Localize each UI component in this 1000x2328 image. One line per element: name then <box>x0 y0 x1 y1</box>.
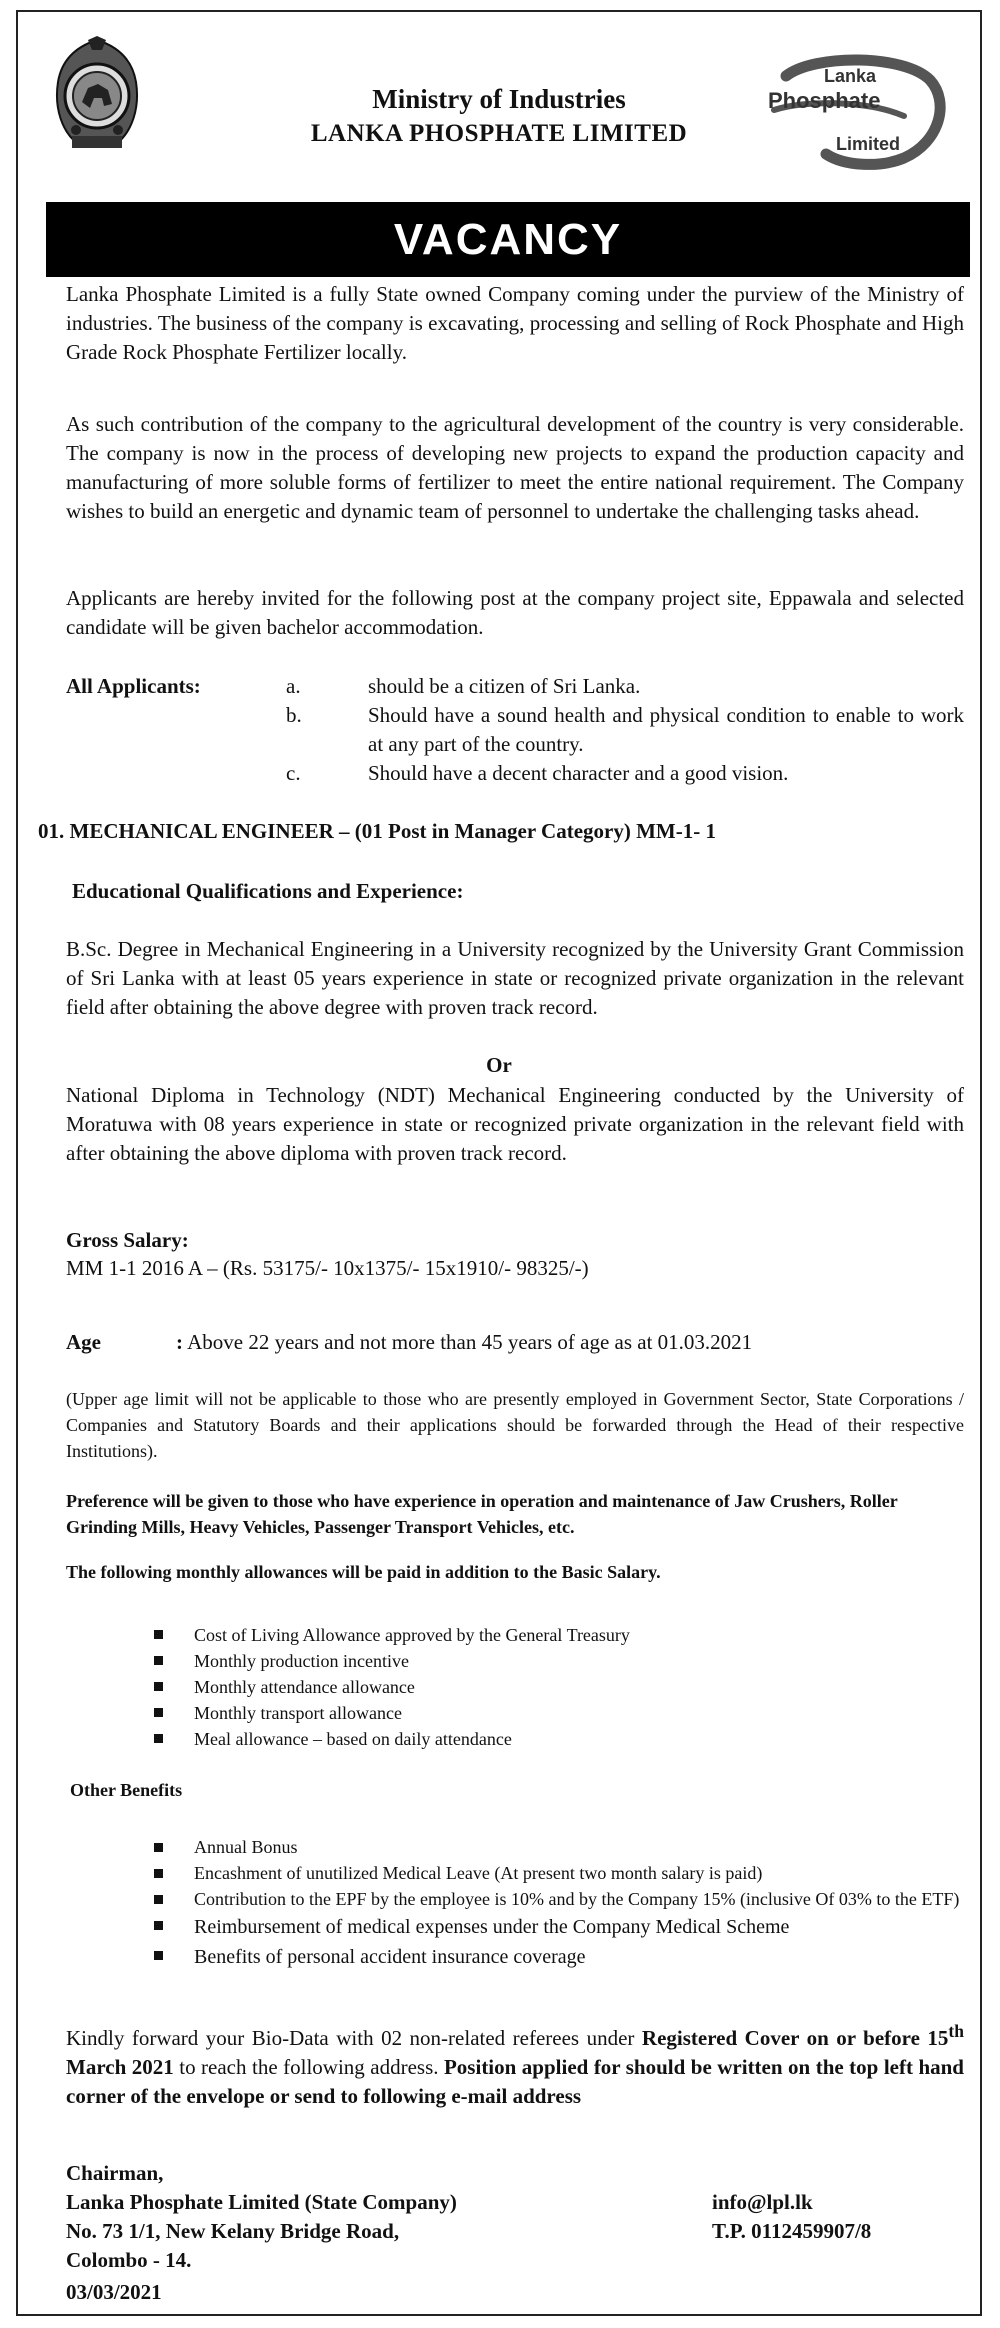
address-line: No. 73 1/1, New Kelany Bridge Road, <box>66 2219 400 2243</box>
applicant-requirements-list <box>286 672 964 788</box>
list-item <box>286 672 964 701</box>
list-item: Encashment of unutilized Medical Leave (At present two month salary is paid) <box>154 1860 964 1886</box>
list-item: Reimbursement of medical expenses under the Company Medical Scheme <box>154 1912 964 1942</box>
logo-word-phosphate: Phosphate <box>768 88 881 113</box>
lanka-phosphate-logo <box>754 54 950 172</box>
instructions-part-4: to reach the following address. <box>173 2055 444 2079</box>
company-name: LANKA PHOSPHATE LIMITED <box>310 120 688 147</box>
gross-salary-value: MM 1-1 2016 A – (Rs. 53175/- 10x1375/- 15x1910/- 98325/-) <box>66 1256 589 1280</box>
benefits-list <box>154 1834 964 1972</box>
list-item <box>286 759 964 788</box>
intro-paragraph-1: Lanka Phosphate Limited is a fully State owned Company coming under the purview of the Ministry of industries. The business of the company is excavating, processing and selling of Rock Phosphate and High Grade Rock Phosphate Fertilizer locally. <box>66 282 964 364</box>
notice-date: 03/03/2021 <box>66 2280 162 2304</box>
list-item: Cost of Living Allowance approved by the General Treasury <box>154 1622 964 1648</box>
allowances-list <box>154 1622 964 1752</box>
all-applicants-label: All Applicants: <box>66 674 201 698</box>
item-text: Should have a decent character and a good vision. <box>368 761 789 785</box>
item-letter: c. <box>286 761 301 785</box>
upper-age-note: (Upper age limit will not be applicable to those who are presently employed in Government Sector, State Corporations / Companies and Statutory Boards and their applications should be forwarded through the Head of their respective Institutions). <box>66 1389 964 1461</box>
other-benefits-heading: Other Benefits <box>70 1780 183 1800</box>
list-item: Meal allowance – based on daily attendance <box>154 1726 964 1752</box>
address-line: Colombo - 14. <box>66 2248 192 2272</box>
age-colon: : <box>176 1330 183 1354</box>
age-value: Above 22 years and not more than 45 years of age as at 01.03.2021 <box>183 1330 753 1354</box>
age-requirement <box>176 1330 752 1355</box>
list-item: Annual Bonus <box>154 1834 964 1860</box>
age-label: Age <box>66 1330 101 1354</box>
item-letter: a. <box>286 674 301 698</box>
education-heading: Educational Qualifications and Experience: <box>72 879 464 903</box>
vacancy-banner: VACANCY <box>46 202 970 277</box>
allowances-heading: The following monthly allowances will be paid in addition to the Basic Salary. <box>66 1562 661 1582</box>
list-item: Contribution to the EPF by the employee is 10% and by the Company 15% (inclusive Of 03% to the ETF) <box>154 1886 964 1912</box>
degree-qualification: B.Sc. Degree in Mechanical Engineering in a University recognized by the University Grant Commission of Sri Lanka with at least 05 years experience in state or recognized private organization in the relevant field after obtaining the above degree with proven track record. <box>66 937 964 1019</box>
logo-word-limited: Limited <box>836 134 901 154</box>
ministry-name: Ministry of Industries <box>372 84 626 114</box>
deadline-suffix: th <box>948 2021 964 2041</box>
address-line: Lanka Phosphate Limited (State Company) <box>66 2190 457 2214</box>
instructions-position-note: Position applied for should be written on the top left hand corner of the envelope or send to following e-mail address <box>66 2055 964 2108</box>
list-item <box>286 701 964 759</box>
diploma-qualification: National Diploma in Technology (NDT) Mechanical Engineering conducted by the University of Moratuwa with 08 years experience in state or recognized private organization in the relevant field with after obtaining the above diploma with proven track record. <box>66 1083 964 1165</box>
phone-number: T.P. 0112459907/8 <box>712 2219 872 2243</box>
list-item: Monthly production incentive <box>154 1648 964 1674</box>
deadline-text: Registered Cover on or before 15 <box>641 2026 949 2050</box>
list-item: Benefits of personal accident insurance coverage <box>154 1942 964 1972</box>
item-text: should be a citizen of Sri Lanka. <box>368 674 641 698</box>
post-title: 01. MECHANICAL ENGINEER – (01 Post in Manager Category) MM-1- 1 <box>38 819 716 843</box>
logo-word-lanka: Lanka <box>824 66 877 86</box>
vacancy-notice <box>16 10 982 2316</box>
email-address: info@lpl.lk <box>712 2190 813 2214</box>
gross-salary-label: Gross Salary: <box>66 1228 189 1252</box>
deadline-month: March 2021 <box>66 2055 174 2079</box>
preference-note: Preference will be given to those who have experience in operation and maintenance of Jaw Crushers, Roller Grinding Mills, Heavy Vehicles, Passenger Transport Vehicles, etc. <box>66 1491 898 1537</box>
list-item: Monthly transport allowance <box>154 1700 964 1726</box>
instructions-part-1: Kindly forward your Bio-Data with 02 non-related referees under <box>66 2026 642 2050</box>
postal-address <box>66 2159 457 2275</box>
contact-details <box>712 2188 871 2246</box>
intro-paragraph-2: As such contribution of the company to the agricultural development of the country is very considerable. The company is now in the process of developing new projects to expand the production capacity and manufacturing of more soluble forms of fertilizer to meet the entire national requirement. The Company wishes to build an energetic and dynamic team of personnel to undertake the challenging tasks ahead. <box>66 412 964 523</box>
list-item: Monthly attendance allowance <box>154 1674 964 1700</box>
address-line: Chairman, <box>66 2161 164 2185</box>
intro-paragraph-3: Applicants are hereby invited for the following post at the company project site, Eppawala and selected candidate will be given bachelor accommodation. <box>66 586 964 639</box>
item-text: Should have a sound health and physical condition to enable to work at any part of the country. <box>368 703 964 756</box>
or-separator: Or <box>486 1053 512 1077</box>
item-letter: b. <box>286 703 302 727</box>
application-instructions <box>66 2017 964 2111</box>
